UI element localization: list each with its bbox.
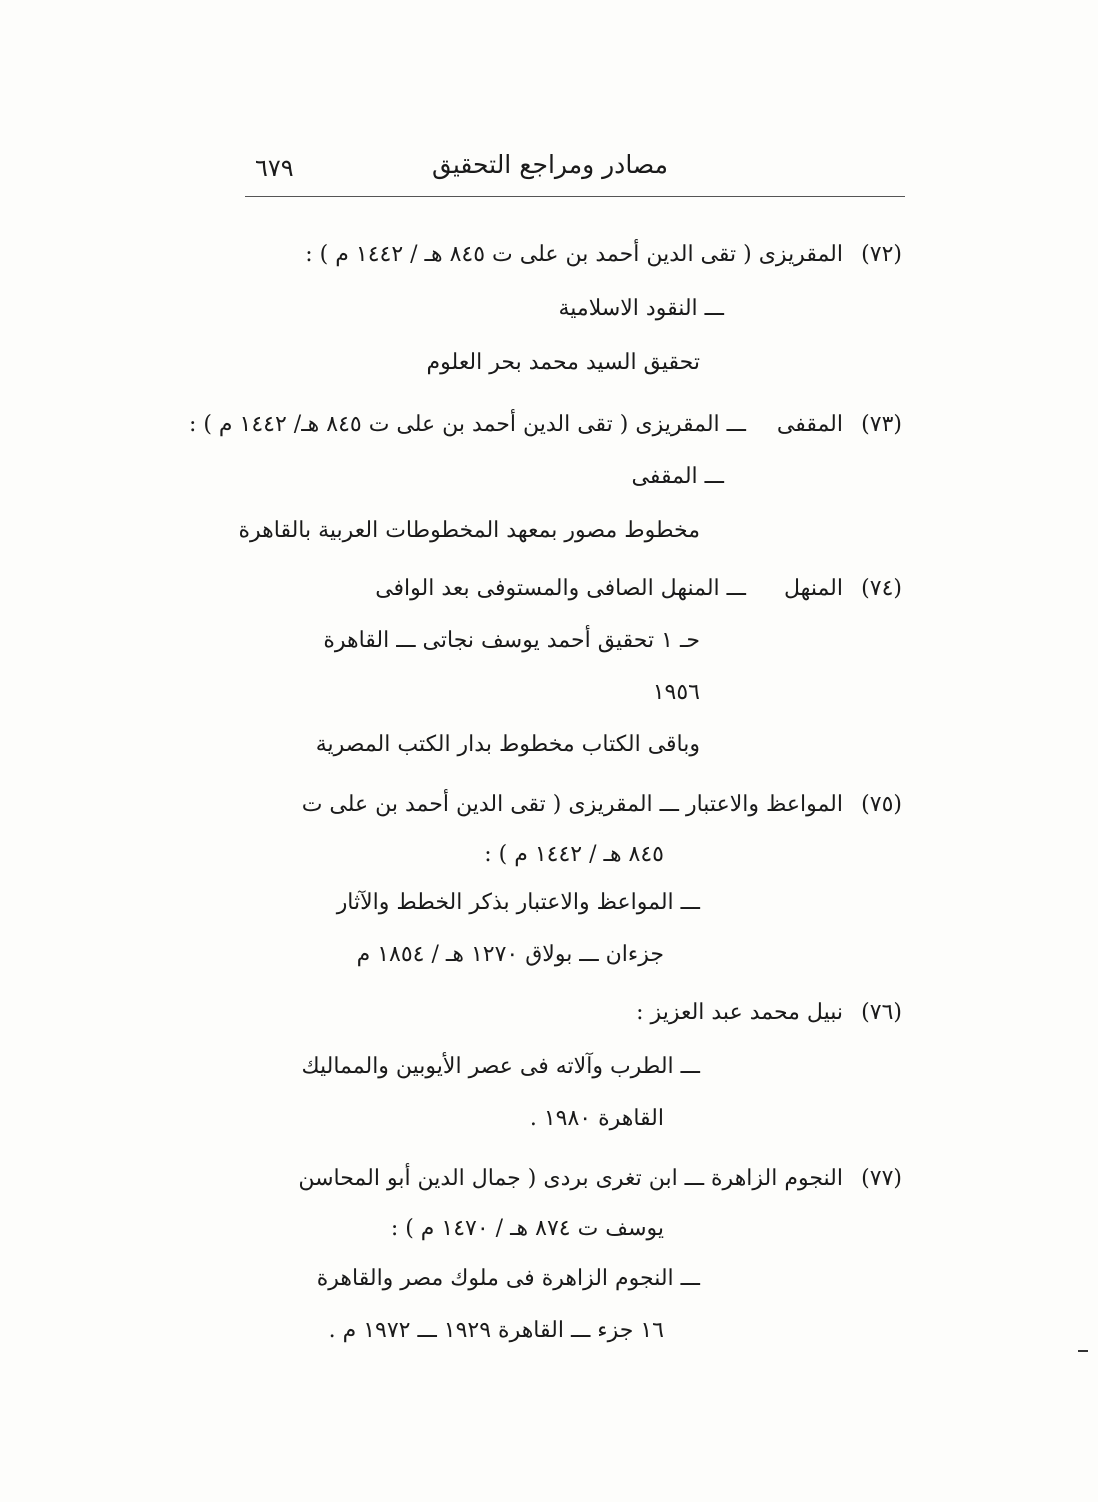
entry-77-dates: يوسف ت ٨٧٤ هـ / ١٤٧٠ م ) :: [390, 1216, 664, 1241]
entry-74-number: (٧٤): [861, 576, 902, 601]
entry-76-publication: القاهرة ١٩٨٠ .: [529, 1106, 664, 1131]
entry-74-note: وباقى الكتاب مخطوط بدار الكتب المصرية: [315, 732, 700, 757]
entry-75-line-1: [302, 790, 902, 820]
entry-75-author: ـــ المقريزى ( تقى الدين أحمد بن على ت: [301, 792, 679, 817]
entry-77-line-1: [298, 1164, 902, 1194]
entry-77-title: ـــ النجوم الزاهرة فى ملوك مصر والقاهرة: [316, 1266, 700, 1291]
entry-72-editor: تحقيق السيد محمد بحر العلوم: [426, 350, 700, 375]
scan-speck: [1078, 1350, 1088, 1352]
header-rule: [245, 196, 905, 197]
entry-75-number: (٧٥): [861, 792, 902, 817]
entry-73-alias: المقفى: [776, 412, 843, 437]
entry-73-author: ـــ المقريزى ( تقى الدين أحمد بن على ت ٨٤٥ هـ/ ١٤٤٢ م ) :: [188, 412, 746, 437]
entry-76-number: (٧٦): [861, 1000, 902, 1025]
entry-77-number: (٧٧): [861, 1166, 902, 1191]
entry-76-title: ـــ الطرب وآلاته فى عصر الأيوبين والمماليك: [301, 1054, 700, 1079]
entry-72-author: المقريزى ( تقى الدين أحمد بن على ت ٨٤٥ هـ / ١٤٤٢ م ) :: [305, 242, 843, 267]
entry-75-publication: جزءان ـــ بولاق ١٢٧٠ هـ / ١٨٥٤ م: [356, 942, 664, 967]
entry-72-line-1: [305, 240, 902, 270]
entry-76-line-1: [636, 998, 902, 1028]
entry-76-author: نبيل محمد عبد العزيز :: [636, 1000, 843, 1025]
entry-73-number: (٧٣): [861, 412, 902, 437]
entry-72-title: ـــ النقود الاسلامية: [558, 296, 724, 321]
entry-77-author: ـــ ابن تغرى بردى ( جمال الدين أبو المحاسن: [298, 1166, 705, 1191]
entry-73-title: ـــ المقفى: [631, 464, 724, 489]
entry-73-note: مخطوط مصور بمعهد المخطوطات العربية بالقاهرة: [238, 518, 700, 543]
entry-72-number: (٧٢): [861, 242, 902, 267]
entry-74-title: ـــ المنهل الصافى والمستوفى بعد الوافى: [375, 576, 746, 601]
entry-77-alias: النجوم الزاهرة: [711, 1166, 843, 1191]
entry-75-alias: المواعظ والاعتبار: [685, 792, 843, 817]
entry-74-editor: حـ ١ تحقيق أحمد يوسف نجاتى ـــ القاهرة: [323, 628, 700, 653]
entry-73-line-1: [189, 410, 902, 440]
entry-74-line-1: [375, 574, 902, 604]
entry-75-dates: ٨٤٥ هـ / ١٤٤٢ م ) :: [484, 842, 664, 867]
entry-74-year: ١٩٥٦: [652, 680, 700, 705]
running-header-title: مصادر ومراجع التحقيق: [431, 150, 669, 179]
page-number: ٦٧٩: [255, 154, 294, 182]
entry-77-publication: ١٦ جزء ـــ القاهرة ١٩٢٩ ـــ ١٩٧٢ م .: [328, 1318, 664, 1343]
entry-74-alias: المنهل: [784, 576, 843, 601]
entry-75-title: ـــ المواعظ والاعتبار بذكر الخطط والآثار: [336, 890, 700, 915]
